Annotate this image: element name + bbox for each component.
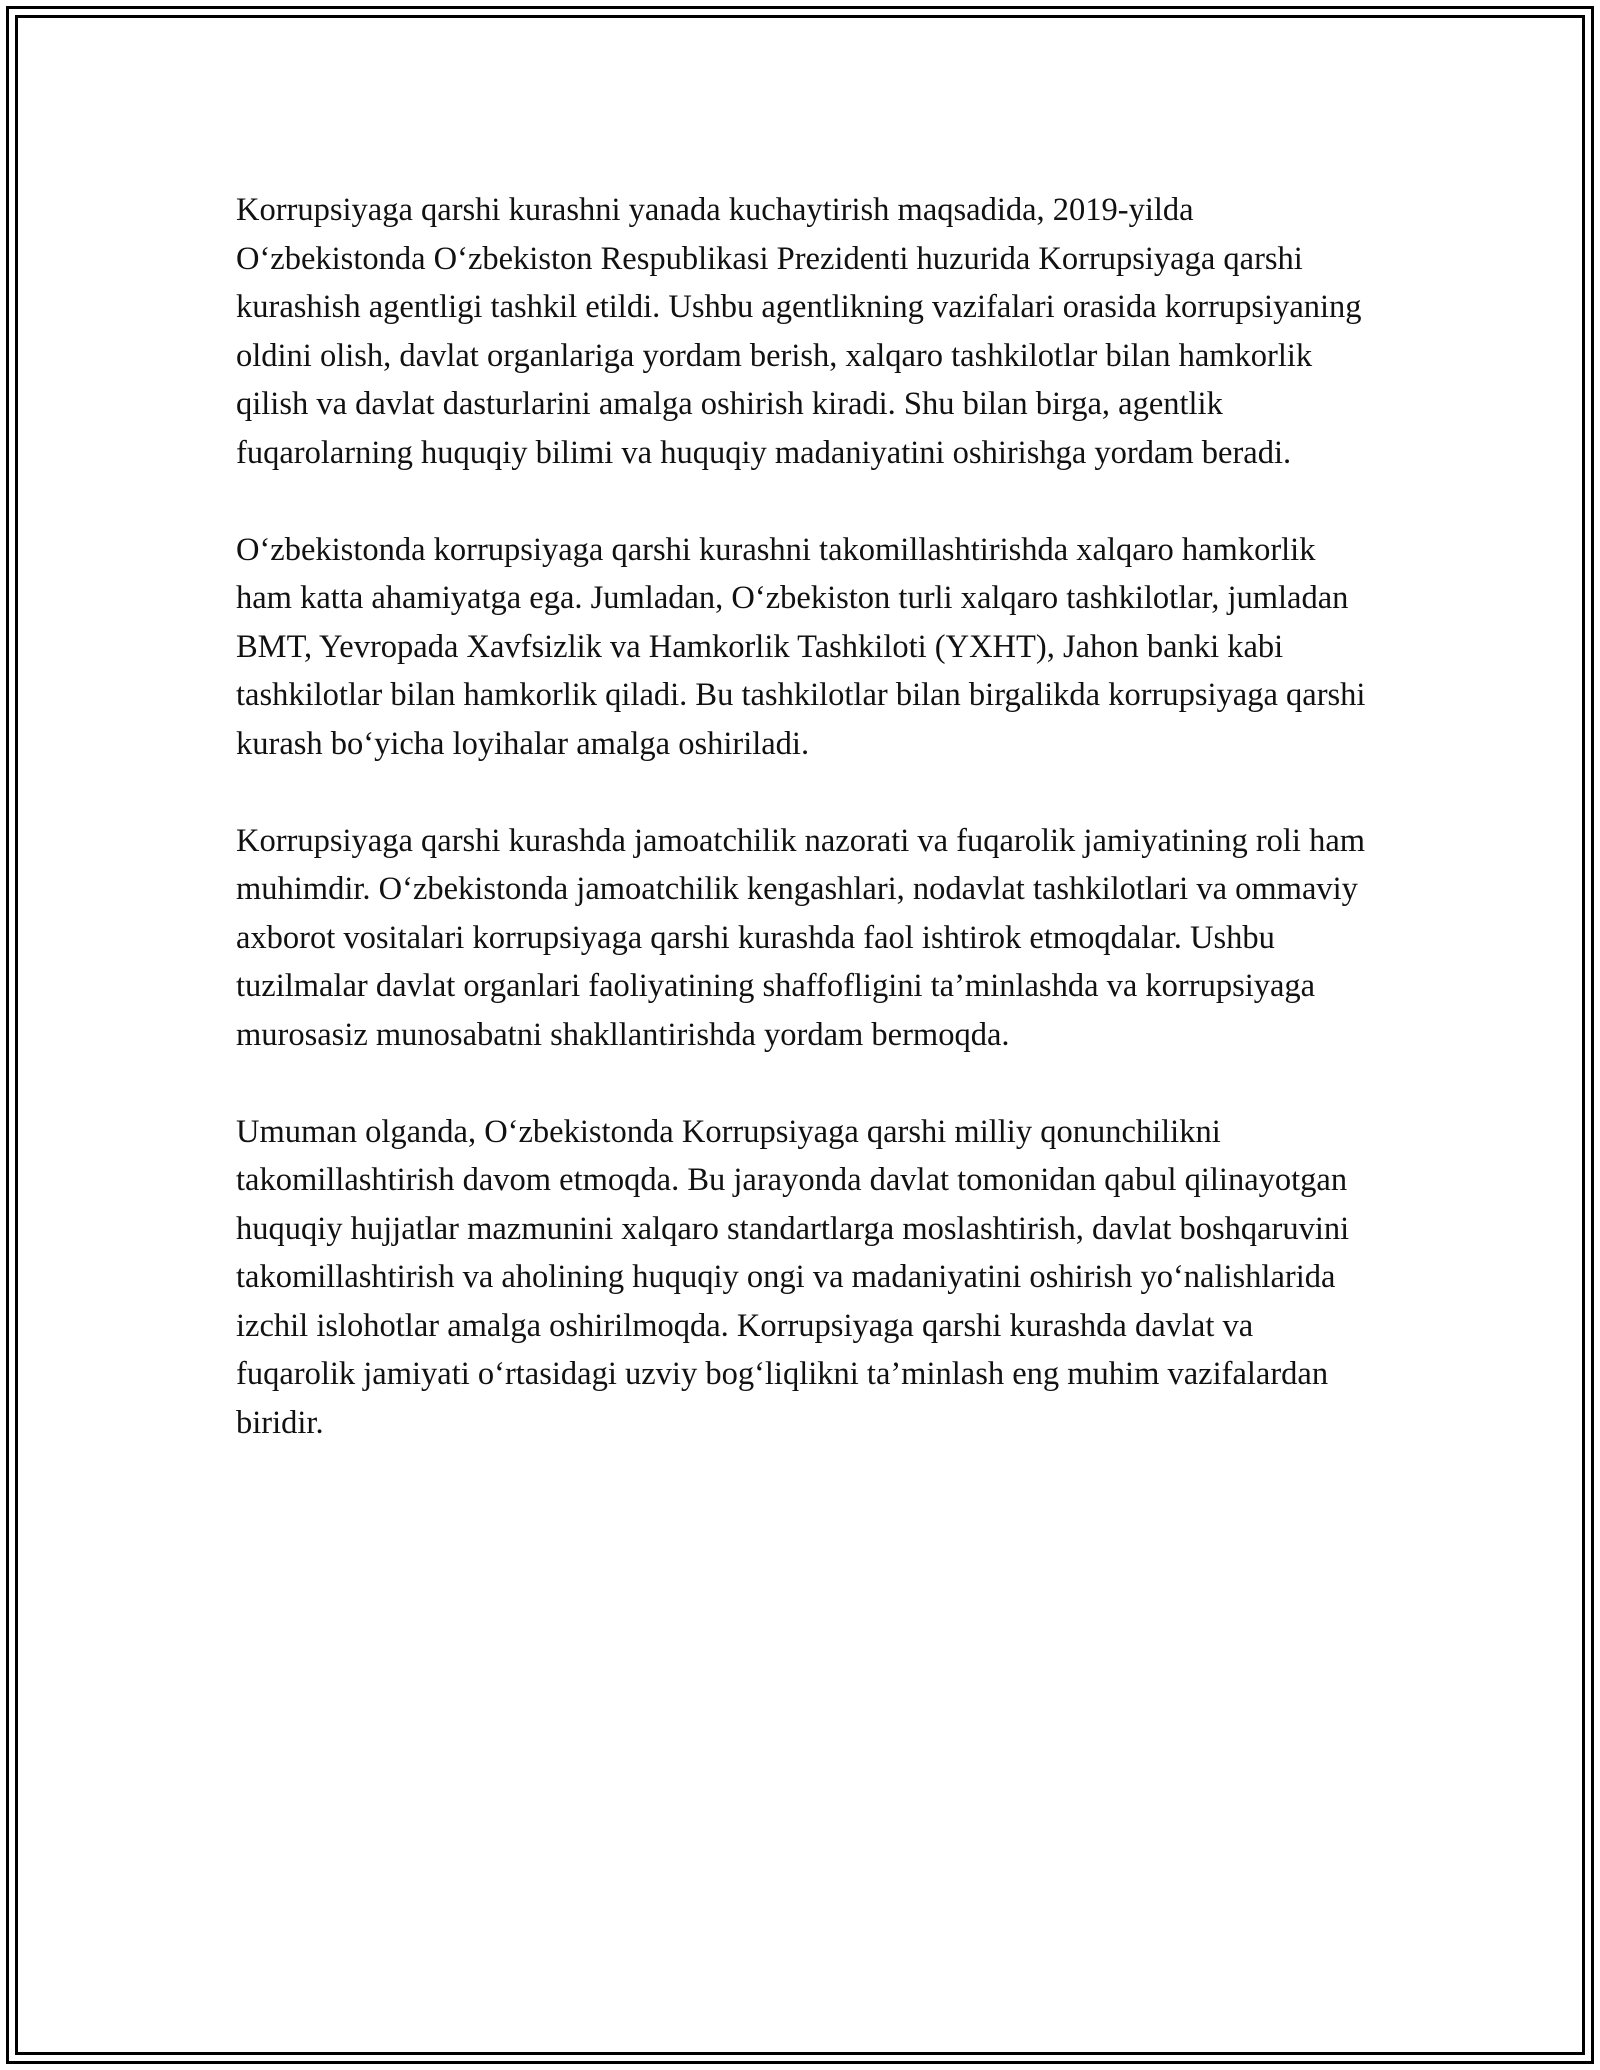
paragraph-international-cooperation: O‘zbekistonda korrupsiyaga qarshi kurashni takomillashtirishda xalqaro hamkorlik ham katta ahamiyatga ega. Jumladan, O‘zbekiston turli xalqaro tashkilotlar, jumladan BMT, Yevropada Xavfsizlik va Hamkorlik Tashkiloti (YXHT), Jahon banki kabi tashkilotlar bilan hamkorlik qiladi. Bu tashkilotlar bilan birgalikda korrupsiyaga qarshi kurash bo‘yicha loyihalar amalga oshiriladi. — [236, 531, 1366, 762]
paragraph-conclusion: Umuman olganda, O‘zbekistonda Korrupsiyaga qarshi milliy qonunchilikni takomillashtirish davom etmoqda. Bu jarayonda davlat tomonidan qabul qilinayotgan huquqiy hujjatlar mazmunini xalqaro standartlarga moslashtirish, davlat boshqaruvini takomillashtirish va aholining huquqiy ongi va madaniyatini oshirish yo‘nalishlarida izchil islohotlar amalga oshirilmoqda. Korrupsiyaga qarshi kurashda davlat va fuqarolik jamiyati o‘rtasidagi uzviy bog‘liqlikni ta’minlash eng muhim vazifalardan biridir. — [236, 1113, 1350, 1442]
paragraph-agency: Korrupsiyaga qarshi kurashni yanada kuchaytirish maqsadida, 2019-yilda O‘zbekistonda O‘zbekiston Respublikasi Prezidenti huzurida Korrupsiyaga qarshi kurashish agentligi tashkil etildi. Ushbu agentlikning vazifalari orasida korrupsiyaning oldini olish, davlat organlariga yordam berish, xalqaro tashkilotlar bilan hamkorlik qilish va davlat dasturlarini amalga oshirish kiradi. Shu bilan birga, agentlik fuqarolarning huquqiy bilimi va huquqiy madaniyatini oshirishga yordam beradi. — [236, 192, 1362, 471]
paragraph-civil-society: Korrupsiyaga qarshi kurashda jamoatchilik nazorati va fuqarolik jamiyatining roli ham muhimdir. O‘zbekistonda jamoatchilik kengashlari, nodavlat tashkilotlari va ommaviy axborot vositalari korrupsiyaga qarshi kurashda faol ishtirok etmoqdalar. Ushbu tuzilmalar davlat organlari faoliyatining shaffofligini ta’minlashda va korrupsiyaga murosasiz munosabatni shakllantirishda yordam bermoqda. — [236, 822, 1366, 1053]
document-body — [236, 186, 1376, 1496]
